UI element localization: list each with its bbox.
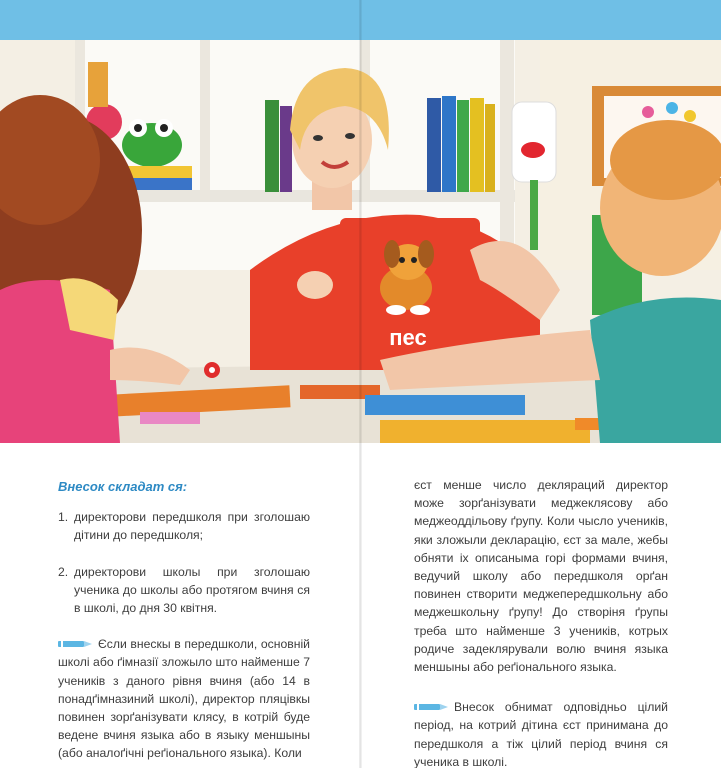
paragraph-text: Внесок обнимат одповідньо цілий період, на котрий дітина єст принимана до передшколя а тіж цілий період вчиня ся ученика в школі. (414, 700, 668, 768)
list-text: директорови школы при зголошаю ученика до школы або протягом вчиня ся в школі, до дня 30 квітня. (74, 564, 310, 616)
list-item (58, 508, 310, 544)
paragraph (58, 635, 310, 762)
list-item (58, 563, 310, 618)
paragraph-text: єст менше число декляраций директор може зорґанізувати меджеклясову або меджеоддільову ґрупу. Коли чысло учеників, яки зложыли декларацію, єст за мале, жебы обняти іх описаныма горі формами вчиня, ведучий школу або передшколя орґан повинен створити меджепередшкольну або меджешкольну ґрупу! До створіня ґрупы треба што найменше 3 учеників, котрых родиче задеклярували волю вчиня языка меншыны або реґіонального языка. (414, 478, 668, 675)
paragraph (414, 476, 668, 676)
right-column (414, 476, 668, 768)
card-word: пес (389, 325, 427, 350)
paragraph-text: Єсли внескы в передшколи, основній школі або ґімназії зложыло што найменше 7 учеників з даного рівня вчиня (або 14 в понадґімназиний школі), директор пляцівкы повинен зорґанізувати клясу, в котрій буде ведене вчиня языка або в языку меншыны (або аналоґічні реґіонального языка). Коли (58, 637, 310, 761)
list-text: директорови передшколя при зголошаю дітини до передшколя; (74, 510, 310, 543)
page-fold (359, 0, 362, 768)
section-heading: Внесок складат ся: (58, 479, 188, 494)
paragraph (414, 698, 668, 768)
list-number: 2. (58, 564, 69, 579)
left-column (58, 478, 310, 763)
pencil-icon (414, 702, 450, 712)
pencil-icon (58, 639, 94, 649)
list-number: 1. (58, 510, 69, 525)
